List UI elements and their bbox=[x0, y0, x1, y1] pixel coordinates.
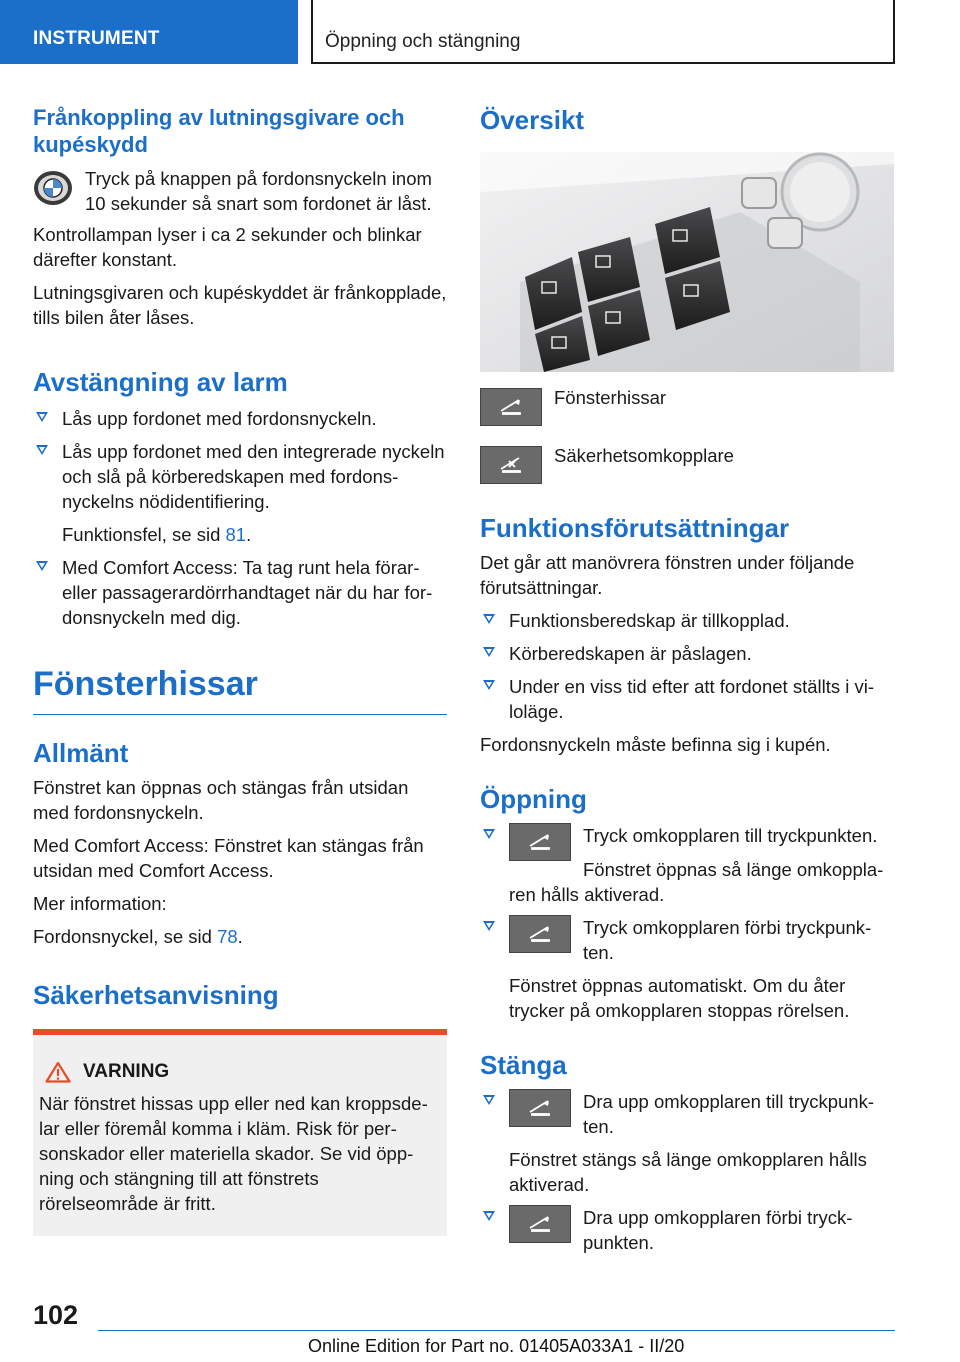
warning-header bbox=[39, 1061, 437, 1083]
legend-safety-switch bbox=[480, 446, 894, 484]
window-switch-icon bbox=[509, 823, 571, 861]
left-column bbox=[33, 100, 447, 1236]
warning-title: VARNING bbox=[83, 1061, 170, 1082]
header-section-label: INSTRUMENT bbox=[33, 28, 160, 49]
window-switch-photo bbox=[480, 152, 894, 372]
bullet-triangle-icon bbox=[483, 829, 495, 839]
cross-reference-end: . bbox=[237, 926, 243, 947]
header-chapter-box bbox=[311, 0, 895, 64]
page-link-81[interactable]: 81 bbox=[225, 524, 247, 545]
funktion-paragraph-2: Fordonsnyckeln måste befinna sig i kupén. bbox=[480, 734, 831, 755]
list-item bbox=[480, 641, 894, 666]
list-item bbox=[480, 608, 894, 633]
header-section-tab bbox=[0, 0, 298, 64]
bullet-triangle-icon bbox=[483, 1211, 495, 1221]
bullet-triangle-icon bbox=[483, 614, 495, 624]
allmant-paragraph-3: Mer information: bbox=[33, 893, 167, 914]
legend-text: Fönsterhissar bbox=[554, 387, 667, 408]
list-item bbox=[480, 915, 894, 1023]
legend-text: Säkerhetsomkopplare bbox=[554, 445, 734, 466]
window-switch-panel-image bbox=[480, 152, 894, 372]
page-number: 102 bbox=[33, 1300, 79, 1330]
bullet-triangle-icon bbox=[36, 412, 48, 422]
heading-frankoppling: Frånkoppling av lutningsgivare och kupéskydd bbox=[33, 105, 405, 157]
list-item bbox=[480, 1205, 894, 1255]
list-item-text: Lås upp fordonet med den integrerade nyckeln och slå på körberedskapen med fordonsnyckelns nödidentifiering. bbox=[62, 441, 445, 512]
footer-rule bbox=[98, 1330, 895, 1331]
header-chapter-label: Öppning och stängning bbox=[325, 31, 521, 52]
heading-funktion: Funktionsförutsättningar bbox=[480, 513, 790, 543]
list-item bbox=[480, 674, 894, 724]
heading-avstangning: Avstängning av larm bbox=[33, 367, 288, 397]
list-item bbox=[480, 823, 894, 907]
warning-text: När fönstret hissas upp eller ned kan kroppsdelar eller föremål komma i kläm. Risk för personskador eller materiella skador. Se vid öppning och stängning till att fönstrets rörelseområde är fritt. bbox=[39, 1093, 428, 1214]
list-item bbox=[33, 555, 447, 630]
allmant-paragraph-2: Med Comfort Access: Fönstret kan stängas från utsidan med Comfort Access. bbox=[33, 835, 424, 881]
heading-allmant: Allmänt bbox=[33, 738, 129, 768]
cross-reference-end: . bbox=[246, 524, 252, 545]
list-item bbox=[33, 406, 447, 431]
cross-reference-text: Funktionsfel, se sid bbox=[62, 524, 226, 545]
bmw-key-icon bbox=[33, 168, 73, 208]
list-item bbox=[33, 439, 447, 514]
list-item-text: Tryck omkopplaren till tryckpunkten. bbox=[583, 825, 878, 846]
warning-box bbox=[33, 1029, 447, 1236]
list-item-subtext: Fönstret öppnas så länge omkopplaren hålls aktiverad. bbox=[509, 859, 884, 905]
list-item-subtext: Fönstret stängs så länge omkopplaren hålls aktiverad. bbox=[509, 1149, 867, 1195]
key-button-instruction bbox=[33, 166, 447, 216]
bullet-triangle-icon bbox=[483, 647, 495, 657]
bullet-triangle-icon bbox=[36, 561, 48, 571]
list-item-text: Under en viss tid efter att fordonet ställts i viloläge. bbox=[509, 676, 875, 722]
safety-switch-icon bbox=[480, 446, 542, 484]
list-item-text: Körberedskapen är påslagen. bbox=[509, 643, 752, 664]
list-item-subtext: Fönstret öppnas automatiskt. Om du åter trycker på omkopplaren stoppas rörelsen. bbox=[509, 975, 850, 1021]
window-switch-icon bbox=[509, 1089, 571, 1127]
bullet-triangle-icon bbox=[36, 445, 48, 455]
allmant-paragraph-1: Fönstret kan öppnas och stängas från utsidan med fordonsnyckeln. bbox=[33, 777, 409, 823]
window-switch-icon bbox=[509, 915, 571, 953]
window-switch-icon bbox=[480, 388, 542, 426]
heading-sakerhet: Säkerhetsanvisning bbox=[33, 980, 279, 1010]
right-column bbox=[480, 100, 894, 1255]
list-item-text: Funktionsberedskap är tillkopplad. bbox=[509, 610, 790, 631]
frankoppling-paragraph-2: Lutningsgivaren och kupéskyddet är frånkopplade, tills bilen åter låses. bbox=[33, 282, 447, 328]
heading-oppning: Öppning bbox=[480, 784, 587, 814]
heading-fonsterhissar: Fönsterhissar bbox=[33, 665, 258, 703]
list-item-text: Med Comfort Access: Ta tag runt hela förar- eller passagerardörrhandtaget när du har fordonsnyckeln med dig. bbox=[62, 557, 433, 628]
heading-oversikt: Översikt bbox=[480, 105, 585, 135]
list-item-text: Lås upp fordonet med fordonsnyckeln. bbox=[62, 408, 377, 429]
list-item bbox=[480, 1089, 894, 1197]
heading-stanga: Stänga bbox=[480, 1050, 567, 1080]
bullet-triangle-icon bbox=[483, 680, 495, 690]
bullet-triangle-icon bbox=[483, 1095, 495, 1105]
cross-reference-text: Fordonsnyckel, se sid bbox=[33, 926, 218, 947]
list-item-text: Dra upp omkopplaren förbi tryckpunkten. bbox=[583, 1207, 853, 1253]
allmant-paragraph-4 bbox=[33, 924, 447, 949]
list-item-text: Tryck omkopplaren förbi tryckpunkten. bbox=[583, 917, 872, 963]
page-link-78[interactable]: 78 bbox=[217, 926, 238, 947]
window-switch-icon bbox=[509, 1205, 571, 1243]
key-button-text: Tryck på knappen på fordonsnyckeln inom 10 sekunder så snart som fordonet är låst. bbox=[85, 168, 432, 214]
frankoppling-paragraph-1: Kontrollampan lyser i ca 2 sekunder och blinkar därefter konstant. bbox=[33, 224, 422, 270]
legend-window-lift bbox=[480, 388, 894, 426]
funktion-paragraph: Det går att manövrera fönstren under följande förutsättningar. bbox=[480, 552, 855, 598]
list-item-text: Dra upp omkopplaren till tryckpunkten. bbox=[583, 1091, 874, 1137]
footer-edition: Online Edition for Part no. 01405A033A1 - II/20 bbox=[308, 1336, 685, 1356]
warning-triangle-icon bbox=[45, 1061, 71, 1083]
cross-reference bbox=[33, 522, 447, 547]
bullet-triangle-icon bbox=[483, 921, 495, 931]
